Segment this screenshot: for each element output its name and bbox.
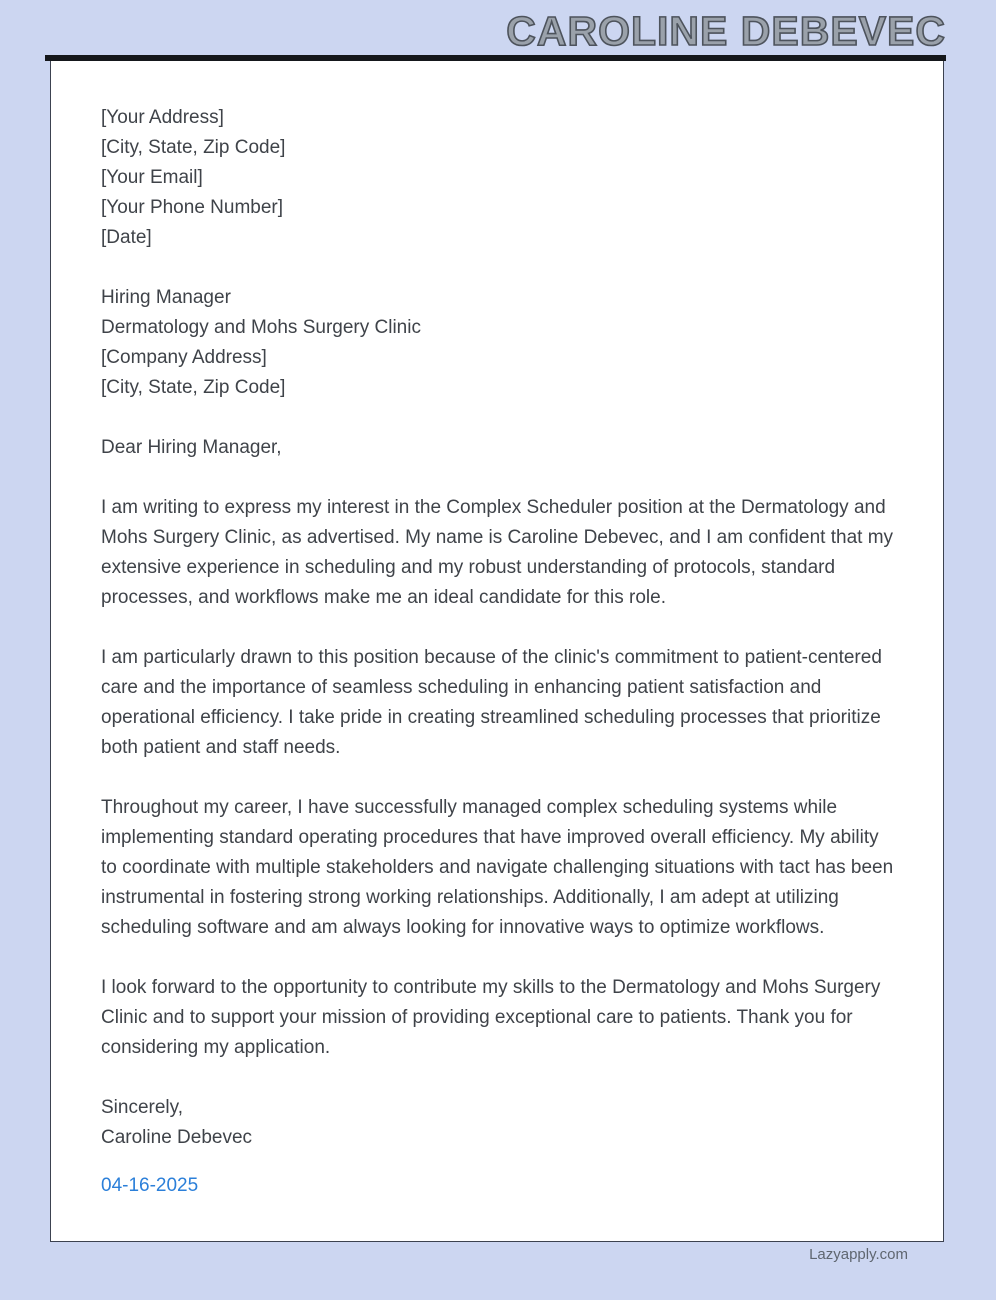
signature-name: Caroline Debevec	[101, 1127, 253, 1148]
sender-line: [Date]	[101, 227, 152, 248]
recipient-line: [Company Address]	[101, 347, 267, 368]
header-candidate-name: CAROLINE DEBEVEC	[506, 8, 946, 54]
body-paragraph: Throughout my career, I have successfully managed complex scheduling systems while implementing standard operating procedures that have improved overall efficiency. My ability to coordinate with multiple stakeholders and navigate challenging situations with tact has been instrumental in fostering strong working relationships. Additionally, I am adept at utilizing scheduling software and am always looking for innovative ways to optimize workflows.	[101, 797, 894, 938]
salutation-block	[101, 433, 897, 463]
recipient-line: [City, State, Zip Code]	[101, 377, 286, 398]
sender-line: [Your Address]	[101, 107, 224, 128]
closing: Sincerely,	[101, 1097, 184, 1118]
recipient-line: Dermatology and Mohs Surgery Clinic	[101, 317, 421, 338]
recipient-line: Hiring Manager	[101, 287, 231, 308]
sender-line: [Your Email]	[101, 167, 203, 188]
closing-block	[101, 1093, 897, 1153]
sender-line: [Your Phone Number]	[101, 197, 284, 218]
watermark: Lazyapply.com	[809, 1246, 908, 1263]
body-paragraph: I look forward to the opportunity to contribute my skills to the Dermatology and Mohs Surgery Clinic and to support your mission of providing exceptional care to patients. Thank you for considering my application.	[101, 977, 881, 1058]
body-paragraph: I am writing to express my interest in the Complex Scheduler position at the Dermatology and Mohs Surgery Clinic, as advertised. My name is Caroline Debevec, and I am confident that my extensive experience in scheduling and my robust understanding of protocols, standard processes, and workflows make me an ideal candidate for this role.	[101, 497, 894, 608]
sender-line: [City, State, Zip Code]	[101, 137, 286, 158]
body-paragraph: I am particularly drawn to this position because of the clinic's commitment to patient-centered care and the importance of seamless scheduling in enhancing patient satisfaction and operational efficiency. I take pride in creating streamlined scheduling processes that prioritize both patient and staff needs.	[101, 647, 882, 758]
letter-page	[50, 61, 944, 1242]
salutation: Dear Hiring Manager,	[101, 437, 282, 458]
date-link[interactable]: 04-16-2025	[101, 1175, 199, 1196]
sender-address-block	[101, 103, 897, 253]
recipient-address-block	[101, 283, 897, 403]
letter-header	[506, 8, 946, 54]
